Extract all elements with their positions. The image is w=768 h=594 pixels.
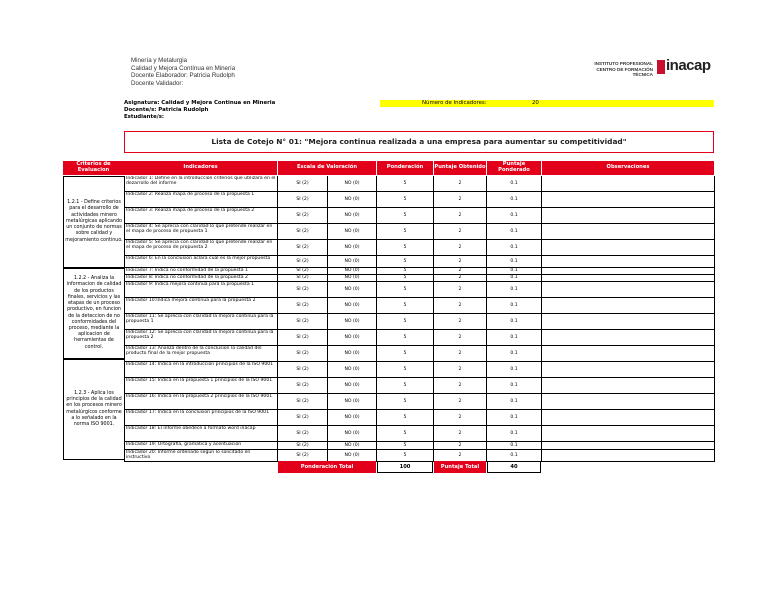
header-puntaje-ponderado: Puntaje Ponderado <box>487 161 541 175</box>
ponderacion-value: 5 <box>377 176 434 192</box>
ponderacion-value: 5 <box>377 426 434 442</box>
scale-si: SI (2) <box>278 224 328 240</box>
indicator-text: Indicador 16: Indica en la propuesta 2 principios de la ISO 9001 <box>124 394 278 410</box>
scale-no: NO (0) <box>328 275 377 282</box>
header-line: Docente Validador: <box>131 79 184 87</box>
puntaje-ponderado-value: 0.1 <box>487 268 542 275</box>
scale-si: SI (2) <box>278 410 328 426</box>
criterion-3: 1.2.3 - Aplica los principios de la calidad en los procesos minero metalúrgicos conforme a lo señalado en la norma ISO 9001. <box>63 359 124 460</box>
ponderacion-value: 5 <box>377 256 434 268</box>
table-row <box>124 394 715 410</box>
ponderacion-value: 5 <box>377 314 434 330</box>
puntaje-obtenido-value: 2 <box>434 410 487 426</box>
puntaje-ponderado-value: 0.1 <box>487 298 542 314</box>
scale-no: NO (0) <box>328 268 377 275</box>
scale-si: SI (2) <box>278 240 328 256</box>
header-line: Docente Elaborador: Patricia Rudolph <box>131 72 235 80</box>
observaciones-cell <box>542 256 715 268</box>
scale-no: NO (0) <box>328 442 377 450</box>
observaciones-cell <box>542 394 715 410</box>
observaciones-cell <box>542 450 715 462</box>
puntaje-total-value: 40 <box>487 461 541 473</box>
scale-si: SI (2) <box>278 450 328 462</box>
logo-line: INSTITUTO PROFESIONAL <box>594 61 653 66</box>
puntaje-obtenido-value: 2 <box>434 346 487 362</box>
scale-si: SI (2) <box>278 330 328 346</box>
puntaje-obtenido-value: 2 <box>434 330 487 346</box>
observaciones-cell <box>542 192 715 208</box>
table-row <box>124 426 715 442</box>
scale-si: SI (2) <box>278 394 328 410</box>
scale-si: SI (2) <box>278 426 328 442</box>
puntaje-total-label: Puntaje Total <box>434 461 486 473</box>
puntaje-obtenido-value: 2 <box>434 298 487 314</box>
puntaje-ponderado-value: 0.1 <box>487 426 542 442</box>
scale-no: NO (0) <box>328 208 377 224</box>
puntaje-obtenido-value: 2 <box>434 192 487 208</box>
observaciones-cell <box>542 362 715 378</box>
observaciones-cell <box>542 224 715 240</box>
puntaje-ponderado-value: 0.1 <box>487 450 542 462</box>
table-row <box>124 362 715 378</box>
scale-si: SI (2) <box>278 256 328 268</box>
table-row <box>124 208 715 224</box>
ponderacion-value: 5 <box>377 362 434 378</box>
header-line: Calidad y Mejora Contínua en Minería <box>131 64 236 72</box>
puntaje-obtenido-value: 2 <box>434 268 487 275</box>
indicator-text: Indicador 1: Define en la introduccion criterios que utilizara en el dezarrollo del informe <box>124 176 278 192</box>
indicator-text: Indicador 12: Se aprecia con claridad la mejora continua para la propuesta 2 <box>124 330 278 346</box>
observaciones-cell <box>542 240 715 256</box>
ponderacion-value: 5 <box>377 192 434 208</box>
observaciones-cell <box>542 378 715 394</box>
puntaje-obtenido-value: 2 <box>434 362 487 378</box>
observaciones-cell <box>542 426 715 442</box>
observaciones-cell <box>542 176 715 192</box>
puntaje-obtenido-value: 2 <box>434 240 487 256</box>
puntaje-ponderado-value: 0.1 <box>487 224 542 240</box>
puntaje-ponderado-value: 0.1 <box>487 314 542 330</box>
table-row <box>124 275 715 282</box>
indicator-text: Indicador 9: Indica mejora continua para la propuesta 1 <box>124 282 278 298</box>
scale-si: SI (2) <box>278 442 328 450</box>
ponderacion-value: 5 <box>377 378 434 394</box>
puntaje-ponderado-value: 0.1 <box>487 176 542 192</box>
puntaje-obtenido-value: 2 <box>434 450 487 462</box>
indicators-count-label: Número de Indicadores: <box>422 100 487 106</box>
puntaje-obtenido-value: 2 <box>434 394 487 410</box>
scale-no: NO (0) <box>328 256 377 268</box>
header-puntaje-obtenido: Puntaje Obtenido <box>434 161 486 175</box>
table-row <box>124 282 715 298</box>
ponderacion-value: 5 <box>377 224 434 240</box>
ponderacion-value: 5 <box>377 282 434 298</box>
indicator-text: Indicador 18: El informe obedece a formato word inacap <box>124 426 278 442</box>
indicator-text: Indicador 10:Indica mejora continua para la propuesta 2 <box>124 298 278 314</box>
scale-no: NO (0) <box>328 346 377 362</box>
ponderacion-total-value: 100 <box>377 461 433 473</box>
header-observaciones: Observaciones <box>542 161 714 175</box>
puntaje-ponderado-value: 0.1 <box>487 282 542 298</box>
scale-no: NO (0) <box>328 298 377 314</box>
ponderacion-value: 5 <box>377 442 434 450</box>
observaciones-cell <box>542 298 715 314</box>
table-row <box>124 410 715 426</box>
table-row <box>124 378 715 394</box>
scale-si: SI (2) <box>278 298 328 314</box>
scale-no: NO (0) <box>328 314 377 330</box>
observaciones-cell <box>542 314 715 330</box>
indicators-count-value: 20 <box>532 100 539 106</box>
header-escala: Escala de Valoración <box>278 161 376 175</box>
puntaje-ponderado-value: 0.1 <box>487 346 542 362</box>
header-indicadores: Indicadores <box>124 161 277 175</box>
puntaje-ponderado-value: 0.1 <box>487 362 542 378</box>
observaciones-cell <box>542 275 715 282</box>
puntaje-ponderado-value: 0.1 <box>487 442 542 450</box>
indicators-count-box <box>380 100 714 107</box>
observaciones-cell <box>542 410 715 426</box>
table-row <box>124 330 715 346</box>
scale-si: SI (2) <box>278 362 328 378</box>
puntaje-obtenido-value: 2 <box>434 282 487 298</box>
puntaje-obtenido-value: 2 <box>434 378 487 394</box>
scale-si: SI (2) <box>278 314 328 330</box>
indicator-text: Indicador 17: Indica en la conclusion principios de la ISO 9001 <box>124 410 278 426</box>
table-row <box>124 256 715 268</box>
puntaje-ponderado-value: 0.1 <box>487 208 542 224</box>
puntaje-obtenido-value: 2 <box>434 275 487 282</box>
scale-no: NO (0) <box>328 410 377 426</box>
observaciones-cell <box>542 330 715 346</box>
scale-si: SI (2) <box>278 192 328 208</box>
scale-no: NO (0) <box>328 192 377 208</box>
scale-si: SI (2) <box>278 268 328 275</box>
logo-mark-icon <box>657 60 665 74</box>
scale-si: SI (2) <box>278 346 328 362</box>
scale-si: SI (2) <box>278 275 328 282</box>
table-row <box>124 298 715 314</box>
table-row <box>124 176 715 192</box>
table-row <box>124 192 715 208</box>
table-row <box>124 346 715 362</box>
puntaje-ponderado-value: 0.1 <box>487 378 542 394</box>
puntaje-ponderado-value: 0.1 <box>487 256 542 268</box>
table-row <box>124 268 715 275</box>
ponderacion-value: 5 <box>377 394 434 410</box>
indicator-text: Indicador 19: Ortografia, gramatica y acentuacion <box>124 442 278 450</box>
ponderacion-value: 5 <box>377 240 434 256</box>
indicator-text: Indicador 2: Realiza mapa de proceso de la propuesta 1 <box>124 192 278 208</box>
puntaje-ponderado-value: 0.1 <box>487 240 542 256</box>
observaciones-cell <box>542 208 715 224</box>
indicator-text: Indicador 8: Indica no conformidad de la propuesta 2 <box>124 275 278 282</box>
puntaje-ponderado-value: 0.1 <box>487 192 542 208</box>
indicator-text: Indicador 7: Indica no conformidad de la propuesta 1 <box>124 268 278 275</box>
ponderacion-value: 5 <box>377 346 434 362</box>
puntaje-ponderado-value: 0.1 <box>487 330 542 346</box>
document-header <box>131 57 235 87</box>
table-row <box>124 224 715 240</box>
ponderacion-value: 5 <box>377 275 434 282</box>
checklist-title: Lista de Cotejo N° 01: "Mejora continua realizada a una empresa para aumentar su competitividad" <box>124 131 714 153</box>
scale-no: NO (0) <box>328 378 377 394</box>
puntaje-obtenido-value: 2 <box>434 442 487 450</box>
indicator-text: Indicador 15: Indica en la propuesta 1 principios de la ISO 9001 <box>124 378 278 394</box>
scale-no: NO (0) <box>328 426 377 442</box>
docente-label: Docente/s: Patricia Rudolph <box>124 107 209 113</box>
table-row <box>124 240 715 256</box>
table-row <box>124 314 715 330</box>
scale-no: NO (0) <box>328 330 377 346</box>
scale-no: NO (0) <box>328 224 377 240</box>
scale-si: SI (2) <box>278 176 328 192</box>
scale-si: SI (2) <box>278 282 328 298</box>
puntaje-ponderado-value: 0.1 <box>487 275 542 282</box>
scale-no: NO (0) <box>328 450 377 462</box>
puntaje-obtenido-value: 2 <box>434 256 487 268</box>
scale-si: SI (2) <box>278 208 328 224</box>
ponderacion-value: 5 <box>377 450 434 462</box>
asignatura-label: Asignatura: Calidad y Mejora Continua en Mineria <box>124 100 276 106</box>
indicator-text: Indicador 4: Se aprecia con claridad lo que pretende realizar en el mapa de proceso de propuesta 1 <box>124 224 278 240</box>
inacap-logo <box>575 57 711 78</box>
scale-no: NO (0) <box>328 362 377 378</box>
scale-si: SI (2) <box>278 378 328 394</box>
ponderacion-value: 5 <box>377 208 434 224</box>
scale-no: NO (0) <box>328 282 377 298</box>
indicator-text: Indicador 6: En la conclusion aclara cual es la mejor propuesta <box>124 256 278 268</box>
criterion-1: 1.2.1 - Define criterios para el desarrollo de actividades minero metalúrgicas aplicando un conjunto de normas sobre calidad y mejoramiento continuo. <box>63 176 124 268</box>
header-line: Minería y Metalurgia <box>131 57 188 64</box>
puntaje-obtenido-value: 2 <box>434 224 487 240</box>
observaciones-cell <box>542 268 715 275</box>
header-criterios: Criterios de Evaluacion <box>63 161 124 175</box>
puntaje-ponderado-value: 0.1 <box>487 394 542 410</box>
indicator-text: Indicador 13: Analiza dentro de la conclusion la calidad del producto final de la mejor propuesta <box>124 346 278 362</box>
criterion-2: 1.2.2 - Analiza la informacion de calidad de los productos finales, servicios y las etapas de un proceso productivo, en funcion de la deteccion de no conformidades del proceso, mediante la aplicacion de herramientas de control. <box>63 268 124 359</box>
scale-no: NO (0) <box>328 176 377 192</box>
scale-no: NO (0) <box>328 240 377 256</box>
ponderacion-value: 5 <box>377 410 434 426</box>
puntaje-obtenido-value: 2 <box>434 426 487 442</box>
header-ponderacion: Ponderación <box>377 161 433 175</box>
observaciones-cell <box>542 282 715 298</box>
ponderacion-value: 5 <box>377 330 434 346</box>
puntaje-obtenido-value: 2 <box>434 208 487 224</box>
logo-word: inacap <box>666 57 711 74</box>
ponderacion-value: 5 <box>377 268 434 275</box>
puntaje-ponderado-value: 0.1 <box>487 410 542 426</box>
scale-no: NO (0) <box>328 394 377 410</box>
puntaje-obtenido-value: 2 <box>434 176 487 192</box>
indicator-text: Indicador 3: Realiza mapa de proceso de la propuesta 2 <box>124 208 278 224</box>
ponderacion-value: 5 <box>377 298 434 314</box>
logo-line: CENTRO DE FORMACIÓN TÉCNICA <box>596 66 653 78</box>
indicator-text: Indicador 5: Se aprecia con claridad lo que pretende realizar en el mapa de proceso de propuesta 2 <box>124 240 278 256</box>
observaciones-cell <box>542 442 715 450</box>
indicator-text: Indicador 20: Informe ordenado segun lo solicitado en instructivo <box>124 450 278 462</box>
puntaje-obtenido-value: 2 <box>434 314 487 330</box>
ponderacion-total-label: Ponderación Total <box>278 461 376 473</box>
observaciones-cell <box>542 346 715 362</box>
indicator-text: Indicador 11: Se aprecia con claridad la mejora continua para la propuesta 1 <box>124 314 278 330</box>
estudiante-label: Estudiante/s: <box>124 114 165 120</box>
table-row <box>124 442 715 450</box>
indicator-text: Indicador 14: Indica en la introduccion principios de la ISO 9001 <box>124 362 278 378</box>
